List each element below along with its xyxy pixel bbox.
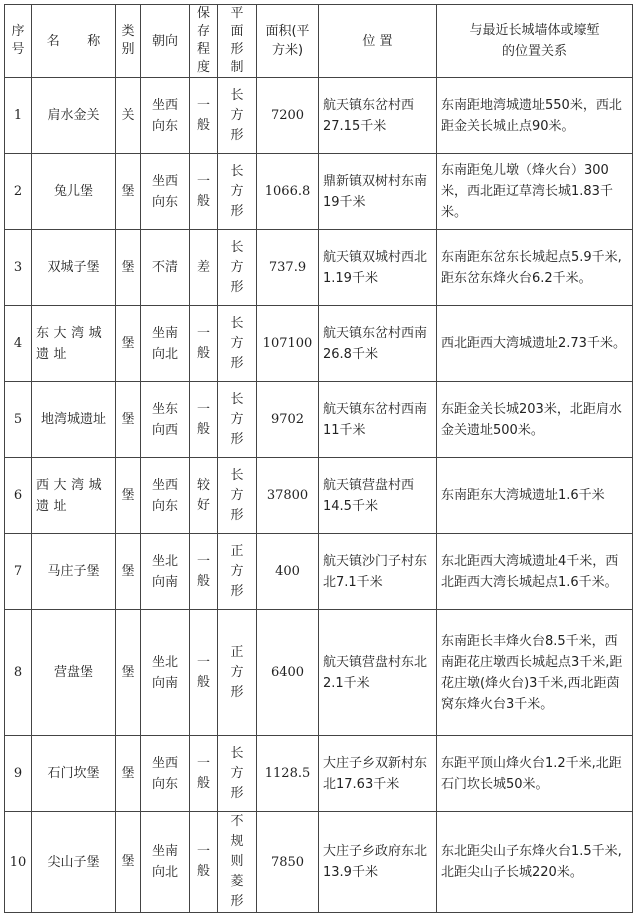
- cell-preservation: 差: [190, 230, 218, 306]
- table-row: [5, 812, 633, 913]
- cell-preservation: 一般: [190, 534, 218, 610]
- cell-location: 航天镇沙门子村东北7.1千米: [319, 534, 437, 610]
- cell-type: 堡: [116, 812, 141, 913]
- cell-relation: 西北距西大湾城遗址2.73千米。: [437, 306, 633, 382]
- cell-relation: 东南距兔儿墩（烽火台）300米，西北距辽草湾长城1.83千米。: [437, 154, 633, 230]
- cell-area: 6400: [257, 610, 319, 736]
- cell-plan: 长方形: [218, 736, 257, 812]
- cell-location: 航天镇营盘村东北2.1千米: [319, 610, 437, 736]
- cell-seq: 7: [5, 534, 32, 610]
- cell-plan: 长方形: [218, 230, 257, 306]
- cell-relation: 东北距西大湾城遗址4千米，西北距西大湾长城起点1.6千米。: [437, 534, 633, 610]
- cell-preservation: 一般: [190, 382, 218, 458]
- cell-type: 堡: [116, 458, 141, 534]
- header-orientation: 朝向: [141, 5, 190, 78]
- table-row: [5, 736, 633, 812]
- table-row: [5, 154, 633, 230]
- cell-preservation: 一般: [190, 154, 218, 230]
- cell-name: 地湾城遗址: [32, 382, 116, 458]
- cell-relation: 东南距地湾城遗址550米，西北距金关长城止点90米。: [437, 78, 633, 154]
- cell-type: 关: [116, 78, 141, 154]
- cell-type: 堡: [116, 382, 141, 458]
- table-row: [5, 382, 633, 458]
- cell-type: 堡: [116, 610, 141, 736]
- header-type: 类别: [116, 5, 141, 78]
- cell-relation: 东距平顶山烽火台1.2千米,北距石门坎长城50米。: [437, 736, 633, 812]
- header-relation: 与最近长城墙体或壕堑的位置关系: [437, 5, 633, 78]
- cell-area: 107100: [257, 306, 319, 382]
- cell-plan: 长方形: [218, 458, 257, 534]
- cell-orientation: 坐西向东: [141, 154, 190, 230]
- cell-orientation: 坐北向南: [141, 534, 190, 610]
- cell-name: 兔儿堡: [32, 154, 116, 230]
- cell-seq: 5: [5, 382, 32, 458]
- fortress-table: [4, 4, 633, 913]
- cell-name: 西大湾城遗址: [32, 458, 116, 534]
- cell-name: 东大湾城遗址: [32, 306, 116, 382]
- cell-location: 大庄子乡政府东北13.9千米: [319, 812, 437, 913]
- cell-preservation: 一般: [190, 812, 218, 913]
- cell-type: 堡: [116, 736, 141, 812]
- cell-area: 37800: [257, 458, 319, 534]
- cell-preservation: 一般: [190, 736, 218, 812]
- cell-orientation: 坐南向北: [141, 306, 190, 382]
- cell-area: 1128.5: [257, 736, 319, 812]
- cell-plan: 长方形: [218, 306, 257, 382]
- cell-relation: 东南距东岔东长城起点5.9千米,距东岔东烽火台6.2千米。: [437, 230, 633, 306]
- cell-seq: 4: [5, 306, 32, 382]
- cell-seq: 3: [5, 230, 32, 306]
- header-location: 位 置: [319, 5, 437, 78]
- cell-type: 堡: [116, 534, 141, 610]
- cell-area: 7850: [257, 812, 319, 913]
- cell-seq: 8: [5, 610, 32, 736]
- cell-name: 营盘堡: [32, 610, 116, 736]
- cell-orientation: 坐西向东: [141, 78, 190, 154]
- cell-area: 1066.8: [257, 154, 319, 230]
- cell-orientation: 坐东向西: [141, 382, 190, 458]
- table-row: [5, 458, 633, 534]
- cell-location: 航天镇东岔村西南11千米: [319, 382, 437, 458]
- cell-relation: 东南距长丰烽火台8.5千米，西南距花庄墩西长城起点3千米,距花庄墩(烽火台)3千米,西北距茵窝东烽火台3千米。: [437, 610, 633, 736]
- cell-seq: 1: [5, 78, 32, 154]
- cell-preservation: 较好: [190, 458, 218, 534]
- cell-name: 肩水金关: [32, 78, 116, 154]
- header-plan: 平面形制: [218, 5, 257, 78]
- cell-area: 737.9: [257, 230, 319, 306]
- cell-seq: 2: [5, 154, 32, 230]
- cell-plan: 不规则菱形: [218, 812, 257, 913]
- header-area: 面积(平方米): [257, 5, 319, 78]
- cell-name: 双城子堡: [32, 230, 116, 306]
- cell-relation: 东南距东大湾城遗址1.6千米: [437, 458, 633, 534]
- cell-location: 航天镇营盘村西14.5千米: [319, 458, 437, 534]
- cell-area: 7200: [257, 78, 319, 154]
- header-name: 名 称: [32, 5, 116, 78]
- cell-plan: 正方形: [218, 610, 257, 736]
- header-preservation: 保存程度: [190, 5, 218, 78]
- header-row: [5, 5, 633, 78]
- cell-seq: 10: [5, 812, 32, 913]
- cell-type: 堡: [116, 306, 141, 382]
- cell-preservation: 一般: [190, 610, 218, 736]
- cell-location: 大庄子乡双新村东北17.63千米: [319, 736, 437, 812]
- cell-area: 400: [257, 534, 319, 610]
- cell-location: 航天镇双城村西北1.19千米: [319, 230, 437, 306]
- cell-location: 航天镇东岔村西南26.8千米: [319, 306, 437, 382]
- cell-name: 马庄子堡: [32, 534, 116, 610]
- table-row: [5, 534, 633, 610]
- cell-preservation: 一般: [190, 78, 218, 154]
- cell-type: 堡: [116, 230, 141, 306]
- table-row: [5, 230, 633, 306]
- cell-relation: 东北距尖山子东烽火台1.5千米,北距尖山子长城220米。: [437, 812, 633, 913]
- cell-orientation: 坐西向东: [141, 458, 190, 534]
- cell-plan: 长方形: [218, 154, 257, 230]
- cell-area: 9702: [257, 382, 319, 458]
- table-row: [5, 306, 633, 382]
- cell-plan: 长方形: [218, 382, 257, 458]
- cell-seq: 6: [5, 458, 32, 534]
- cell-plan: 正方形: [218, 534, 257, 610]
- cell-orientation: 坐北向南: [141, 610, 190, 736]
- cell-relation: 东距金关长城203米，北距肩水金关遗址500米。: [437, 382, 633, 458]
- cell-preservation: 一般: [190, 306, 218, 382]
- cell-location: 鼎新镇双树村东南19千米: [319, 154, 437, 230]
- cell-orientation: 坐西向东: [141, 736, 190, 812]
- cell-seq: 9: [5, 736, 32, 812]
- cell-orientation: 坐南向北: [141, 812, 190, 913]
- cell-name: 尖山子堡: [32, 812, 116, 913]
- cell-location: 航天镇东岔村西27.15千米: [319, 78, 437, 154]
- cell-orientation: 不清: [141, 230, 190, 306]
- cell-plan: 长方形: [218, 78, 257, 154]
- table-row: [5, 610, 633, 736]
- cell-name: 石门坎堡: [32, 736, 116, 812]
- header-seq: 序号: [5, 5, 32, 78]
- cell-type: 堡: [116, 154, 141, 230]
- table-row: [5, 78, 633, 154]
